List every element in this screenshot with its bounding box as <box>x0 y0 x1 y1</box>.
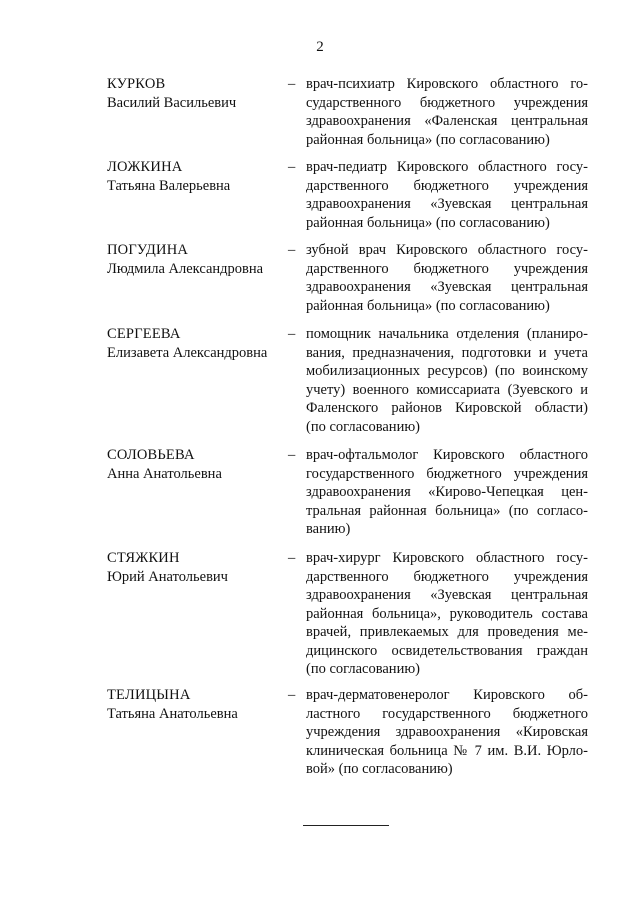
position-line: дарственного бюджетного учреждения <box>306 568 588 585</box>
position-line: вания, предназначения, подготовки и учета <box>306 344 588 361</box>
member-name <box>107 75 287 112</box>
position-line: здравоохранения «Зуевская центральная <box>306 279 588 295</box>
member-surname: ЛОЖКИНА <box>107 159 183 175</box>
member-surname: СОЛОВЬЕВА <box>107 447 195 463</box>
position-line: районная больница», руководитель состава <box>306 605 588 622</box>
position-line: Фаленского районов Кировской области) <box>306 400 588 416</box>
member-name <box>107 549 287 586</box>
member-position <box>306 686 588 779</box>
member-surname: КУРКОВ <box>107 76 166 92</box>
member-given-names: Елизавета Александровна <box>107 344 268 361</box>
position-line: здравоохранения «Зуевская центральная <box>306 196 588 212</box>
position-line: (по согласованию) <box>306 418 420 435</box>
position-line: врачей, привлекаемых для проведения ме- <box>306 624 588 640</box>
position-line: мобилизационных ресурсов) (по воинскому <box>306 363 588 379</box>
position-line: вой» (по согласованию) <box>306 761 453 777</box>
member-name <box>107 241 287 278</box>
position-line: врач-психиатр Кировского областного го- <box>306 76 588 92</box>
member-surname: СЕРГЕЕВА <box>107 326 181 342</box>
position-line: районная больница» (по согласованию) <box>306 297 550 314</box>
position-line: районная больница» (по согласованию) <box>306 214 550 231</box>
position-line: сударственного бюджетного учреждения <box>306 94 588 111</box>
page-number: 2 <box>316 39 324 55</box>
dash-separator: – <box>288 159 296 175</box>
position-line: дицинского освидетельствования граждан <box>306 642 588 659</box>
member-name <box>107 158 287 195</box>
position-line: учреждения здравоохранения «Кировская <box>306 724 588 740</box>
position-line: здравоохранения «Кирово-Чепецкая цен- <box>306 484 588 500</box>
dash-separator: – <box>288 687 296 703</box>
position-line: ванию) <box>306 521 351 537</box>
member-given-names: Татьяна Анатольевна <box>107 705 238 722</box>
member-surname: ПОГУДИНА <box>107 242 189 258</box>
dash-separator: – <box>288 550 296 566</box>
position-line: учету) военного комиссариата (Зуевского и <box>306 381 588 398</box>
member-given-names: Людмила Александровна <box>107 260 264 277</box>
member-surname: ТЕЛИЦЫНА <box>107 687 191 703</box>
position-line: дарственного бюджетного учреждения <box>306 260 588 277</box>
member-given-names: Василий Васильевич <box>107 94 237 111</box>
position-line: ластного государственного бюджетного <box>306 705 588 722</box>
position-line: здравоохранения «Зуевская центральная <box>306 587 588 603</box>
dash-separator: – <box>288 242 296 258</box>
position-line: врач-дерматовенеролог Кировского об- <box>306 687 588 703</box>
dash-separator: – <box>288 447 296 463</box>
member-position <box>306 549 588 679</box>
member-name <box>107 446 287 483</box>
member-given-names: Татьяна Валерьевна <box>107 177 231 194</box>
dash-separator: – <box>288 76 296 92</box>
dash-separator: – <box>288 326 296 342</box>
position-line: районная больница» (по согласованию) <box>306 131 550 148</box>
member-position <box>306 75 588 149</box>
member-given-names: Юрий Анатольевич <box>107 568 228 585</box>
position-line: тральная районная больница» (по согласо- <box>306 502 588 519</box>
member-position <box>306 158 588 232</box>
position-line: (по согласованию) <box>306 661 420 677</box>
member-name <box>107 325 287 362</box>
member-given-names: Анна Анатольевна <box>107 465 222 482</box>
position-line: здравоохранения «Фаленская центральная <box>306 113 588 129</box>
end-of-list-rule <box>303 825 389 826</box>
position-line: дарственного бюджетного учреждения <box>306 177 588 194</box>
position-line: клиническая больница № 7 им. В.И. Юрло- <box>306 742 588 759</box>
member-position <box>306 241 588 315</box>
position-line: государственного бюджетного учреждения <box>306 465 588 482</box>
position-line: врач-хирург Кировского областного госу- <box>306 550 588 566</box>
position-line: врач-офтальмолог Кировского областного <box>306 447 588 463</box>
position-line: помощник начальника отделения (планиро- <box>306 326 588 342</box>
member-name <box>107 686 287 723</box>
position-line: зубной врач Кировского областного госу- <box>306 242 588 258</box>
position-line: врач-педиатр Кировского областного госу- <box>306 159 588 175</box>
member-position <box>306 446 588 539</box>
member-surname: СТЯЖКИН <box>107 550 180 566</box>
member-position <box>306 325 588 436</box>
